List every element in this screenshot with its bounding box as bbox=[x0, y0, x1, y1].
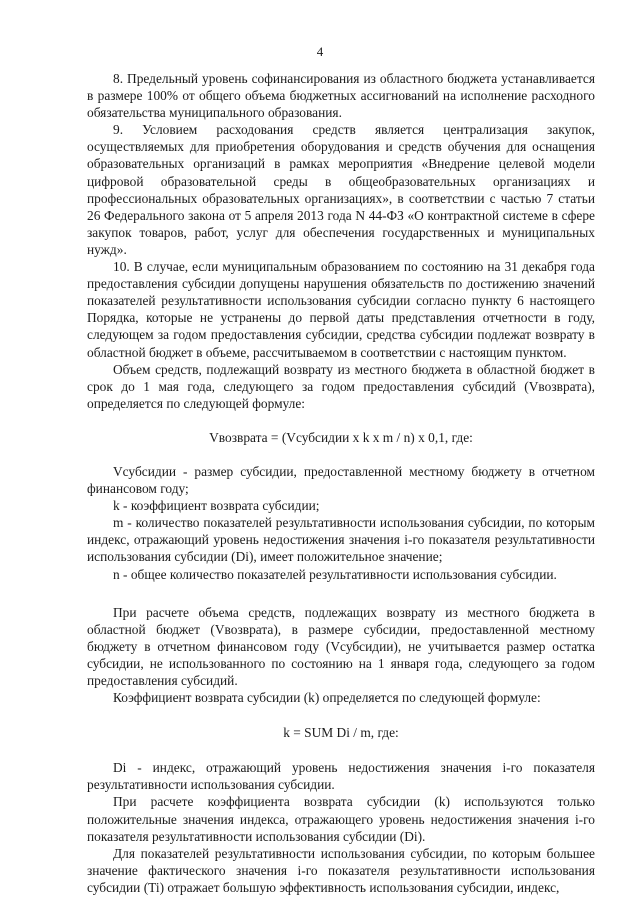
paragraph-9: 9. Условием расходования средств является централизация закупок, осуществляемых для приобретения оборудования и средств обучения для оснащения образовательных организаций в рамках мероприятия «Внедрение целевой модели цифровой образовательной среды в общеобразовательных организациях и профессиональных образовательных организациях», в соответствии с частью 7 статьи 26 Федерального закона от 5 апреля 2013 года N 44-ФЗ «О контрактной системе в сфере закупок товаров, работ, услуг для обеспечения государственных и муниципальных нужд». bbox=[87, 122, 595, 257]
definition-n: n - общее количество показателей результативности использования субсидии. bbox=[113, 566, 557, 582]
paragraph-8: 8. Предельный уровень софинансирования из областного бюджета устанавливается в размере 100% от общего объема бюджетных ассигнований на исполнение расходного обязательства муниципального образования. bbox=[87, 71, 595, 121]
definition-vsubsidy: Vсубсидии - размер субсидии, предоставленной местному бюджету в отчетном финансовом году; bbox=[87, 463, 595, 497]
document-body bbox=[87, 70, 595, 896]
paragraph-calc-note: При расчете объема средств, подлежащих возврату из местного бюджета в областной бюджет (Vвозврата), в размере субсидии, предоставленной местному бюджету в отчетном финансовом году (Vсубсидии), не учитывается размер остатка субсидии, не использованного по состоянию на 1 января года, следующего за годом предоставления субсидий. bbox=[87, 604, 595, 688]
formula-return-volume: Vвозврата = (Vсубсидии x k x m / n) x 0,1, где: bbox=[209, 429, 473, 445]
paragraph-return-volume: Объем средств, подлежащий возврату из местного бюджета в областной бюджет в срок до 1 мая года, следующего за годом предоставления субсидий (Vвозврата), определяется по следующей формуле: bbox=[87, 361, 595, 411]
page-number: 4 bbox=[316, 44, 324, 59]
formula-coefficient: k = SUM Di / m, где: bbox=[283, 725, 399, 741]
paragraph-10: 10. В случае, если муниципальным образованием по состоянию на 31 декабря года предоставления субсидии допущены нарушения обязательств по достижению значений показателей результативности использования субсидии согласно пункту 6 настоящего Порядка, которые не устранены до первой даты представления отчетности в году, следующем за годом предоставления субсидии, средства субсидии подлежат возврату в областной бюджет в объеме, рассчитываемом в соответствии с настоящим пунктом. bbox=[87, 259, 595, 360]
paragraph-coefficient: Коэффициент возврата субсидии (k) определяется по следующей формуле: bbox=[113, 690, 541, 706]
definition-m: m - количество показателей результативности использования субсидии, по которым индекс, отражающий уровень недостижения значения i-го показателя результативности использования субсидии (Di), имеет положительное значение; bbox=[87, 515, 595, 565]
paragraph-indicators: Для показателей результативности использования субсидии, по которым большее значение фактического значения i-го показателя результативности использования субсидии (Ti) отражает большую эффективность использования субсидии, индекс, bbox=[87, 845, 595, 895]
definition-k: k - коэффициент возврата субсидии; bbox=[113, 498, 320, 514]
definition-di: Di - индекс, отражающий уровень недостижения значения i-го показателя результативности использования субсидии. bbox=[87, 760, 595, 793]
paragraph-calc-k: При расчете коэффициента возврата субсидии (k) используются только положительные значения индекса, отражающего уровень недостижения значения i-го показателя результативности использования субсидии (Di). bbox=[87, 794, 595, 844]
